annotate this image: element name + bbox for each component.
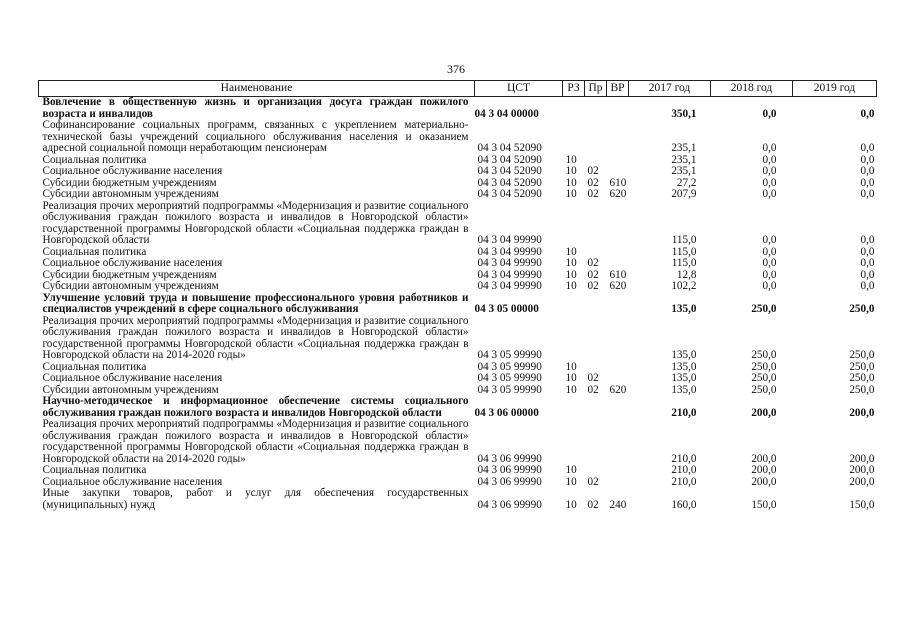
header-pr: Пр	[585, 81, 607, 97]
cell-pr	[585, 396, 607, 419]
cell-2017: 235,1	[671, 153, 697, 166]
cell-2017: 235,1	[671, 142, 697, 154]
table-row	[39, 201, 877, 247]
cell-2018: 0,0	[762, 234, 777, 246]
cell-name: Социальное обслуживание населения	[42, 372, 223, 384]
table-row	[39, 189, 877, 201]
cell-pr: 02	[587, 165, 599, 177]
cell-2017: 210,0	[671, 406, 697, 419]
cell-2017: 160,0	[671, 498, 697, 511]
cell-name: Реализация прочих мероприятий подпрограммы «Модернизация и развитие социального обслуживания граждан пожилого возраста и инвалидов в Новгородской области» государственной программы Новгородской области «Социальная поддержка граждан в Новгородской области	[42, 199, 469, 246]
table-header-row	[39, 81, 877, 97]
cell-2017: 350,1	[671, 107, 697, 120]
header-cst: ЦСТ	[475, 81, 563, 97]
cell-2018: 200,0	[751, 406, 777, 419]
cell-vr: 610	[609, 176, 627, 189]
table-row	[39, 396, 877, 419]
cell-cst: 04 3 04 52090	[477, 188, 542, 200]
header-2019: 2019 год	[793, 81, 877, 97]
cell-2018: 0,0	[762, 268, 777, 281]
cell-2017: 12,8	[676, 268, 697, 281]
header-vr: ВР	[607, 81, 629, 97]
cell-2017: 135,0	[671, 372, 697, 384]
cell-2017: 27,2	[676, 176, 697, 189]
cell-2017: 135,0	[671, 360, 697, 373]
cell-2018: 250,0	[751, 349, 777, 361]
cell-name: Социальное обслуживание населения	[42, 257, 223, 269]
cell-2019: 0,0	[860, 176, 875, 189]
cell-cst: 04 3 06 00000	[474, 406, 539, 419]
cell-cst: 04 3 06 99990	[477, 498, 542, 511]
cell-vr	[607, 166, 629, 178]
table-row	[39, 419, 877, 465]
cell-2019: 200,0	[849, 406, 875, 419]
cell-2019: 250,0	[849, 372, 875, 384]
cell-2018: 150,0	[751, 498, 777, 511]
cell-pr: 02	[587, 268, 599, 281]
cell-2017: 135,0	[671, 349, 697, 361]
cell-pr	[585, 316, 607, 362]
cell-2018: 0,0	[762, 107, 777, 120]
cell-vr	[607, 247, 629, 259]
cell-pr	[585, 293, 607, 316]
cell-cst: 04 3 05 99990	[477, 372, 542, 384]
cell-vr	[607, 465, 629, 477]
cell-name: Субсидии бюджетным учреждениям	[42, 176, 217, 189]
cell-pr	[585, 465, 607, 477]
cell-cst: 04 3 05 00000	[474, 303, 539, 315]
cell-cst: 04 3 04 99990	[477, 257, 542, 269]
cell-name: Субсидии бюджетным учреждениям	[42, 268, 217, 281]
cell-2018: 0,0	[762, 280, 777, 292]
cell-2018: 250,0	[751, 372, 777, 384]
cell-2018: 250,0	[751, 383, 777, 396]
header-2018: 2018 год	[711, 81, 793, 97]
cell-2018: 0,0	[762, 245, 777, 258]
cell-2018: 250,0	[751, 360, 777, 373]
cell-2017: 210,0	[671, 452, 697, 465]
table-row	[39, 258, 877, 270]
cell-vr: 620	[609, 188, 627, 200]
cell-name: Социальная политика	[42, 245, 147, 258]
cell-name: Социальная политика	[42, 360, 147, 373]
cell-rz: 10	[565, 498, 577, 511]
cell-cst: 04 3 04 00000	[474, 107, 539, 120]
cell-name: Субсидии автономным учреждениям	[42, 383, 219, 396]
cell-2019: 0,0	[860, 107, 875, 120]
cell-2019: 200,0	[849, 452, 875, 465]
cell-rz: 10	[565, 245, 577, 258]
cell-2017: 115,0	[671, 257, 697, 269]
cell-cst: 04 3 04 99990	[477, 234, 542, 246]
cell-pr: 02	[587, 383, 599, 396]
cell-vr: 610	[609, 268, 627, 281]
cell-2019: 200,0	[849, 464, 875, 476]
cell-vr	[607, 477, 629, 489]
cell-pr: 02	[587, 372, 599, 384]
cell-rz: 10	[565, 165, 577, 177]
table-row	[39, 120, 877, 155]
cell-2019: 0,0	[860, 188, 875, 200]
cell-name: Научно-методическое и информационное обеспечение системы социального обслуживания граждан пожилого возраста и инвалидов Новгородской области	[42, 395, 469, 419]
cell-vr: 620	[609, 280, 627, 292]
cell-2018: 0,0	[762, 153, 777, 166]
cell-pr: 02	[587, 176, 599, 189]
cell-rz	[563, 316, 585, 362]
cell-2019: 200,0	[849, 475, 875, 488]
cell-cst: 04 3 05 99990	[477, 349, 542, 361]
cell-pr: 02	[587, 188, 599, 200]
cell-cst: 04 3 06 99990	[477, 464, 542, 476]
cell-vr	[607, 258, 629, 270]
cell-name: Софинансирование социальных программ, связанных с укреплением материально-технической базы учреждений социального обслуживания населения и оказанием адресной социальной помощи неработающим пенсионерам	[42, 119, 469, 154]
cell-rz: 10	[565, 383, 577, 396]
cell-name: Иные закупки товаров, работ и услуг для обеспечения государственных (муниципальных) нужд	[42, 487, 469, 511]
cell-2017: 210,0	[671, 464, 697, 476]
cell-name: Социальная политика	[42, 153, 147, 166]
cell-2018: 0,0	[762, 176, 777, 189]
cell-cst: 04 3 04 52090	[477, 176, 542, 189]
header-rz: РЗ	[563, 81, 585, 97]
cell-2019: 0,0	[860, 280, 875, 292]
cell-2019: 0,0	[860, 268, 875, 281]
cell-2018: 0,0	[762, 257, 777, 269]
cell-2018: 200,0	[751, 464, 777, 476]
cell-cst: 04 3 04 52090	[477, 153, 542, 166]
cell-name: Субсидии автономным учреждениям	[42, 280, 219, 292]
cell-vr	[607, 419, 629, 465]
cell-vr	[607, 120, 629, 155]
cell-2017: 115,0	[671, 234, 697, 246]
cell-vr	[607, 373, 629, 385]
cell-vr	[607, 362, 629, 374]
cell-rz	[563, 120, 585, 155]
table-row	[39, 293, 877, 316]
cell-2017: 210,0	[671, 475, 697, 488]
cell-vr	[607, 97, 629, 121]
cell-pr	[585, 419, 607, 465]
cell-name: Реализация прочих мероприятий подпрограммы «Модернизация и развитие социального обслуживания граждан пожилого возраста и инвалидов в Новгородской области» государственной программы Новгородской области «Социальная поддержка граждан в Новгородской области на 2014-2020 годы»	[42, 314, 469, 361]
table-row	[39, 97, 877, 121]
cell-2017: 207,9	[671, 188, 697, 200]
cell-name: Социальная политика	[42, 464, 147, 476]
cell-vr: 240	[609, 498, 627, 511]
cell-2019: 250,0	[849, 303, 875, 315]
cell-2019: 150,0	[849, 498, 875, 511]
cell-rz	[563, 97, 585, 121]
cell-rz: 10	[565, 280, 577, 292]
cell-2018: 0,0	[762, 165, 777, 177]
table-row	[39, 281, 877, 293]
page-number: 376	[447, 62, 465, 76]
cell-rz: 10	[565, 464, 577, 476]
cell-cst: 04 3 05 99990	[477, 383, 542, 396]
cell-pr: 02	[587, 257, 599, 269]
table-body	[39, 97, 877, 512]
header-2017: 2017 год	[629, 81, 711, 97]
cell-rz: 10	[565, 176, 577, 189]
table-row	[39, 465, 877, 477]
cell-pr: 02	[587, 475, 599, 488]
cell-2019: 0,0	[860, 153, 875, 166]
cell-pr: 02	[587, 280, 599, 292]
cell-name: Социальное обслуживание населения	[42, 165, 223, 177]
cell-rz: 10	[565, 360, 577, 373]
cell-rz: 10	[565, 475, 577, 488]
cell-2018: 0,0	[762, 142, 777, 154]
cell-pr	[585, 97, 607, 121]
cell-pr	[585, 120, 607, 155]
cell-name: Улучшение условий труда и повышение профессионального уровня работников и специалистов учреждений в сфере социального обслуживания	[42, 291, 469, 315]
cell-cst: 04 3 05 99990	[477, 360, 542, 373]
header-name: Наименование	[39, 81, 475, 97]
cell-2017: 135,0	[671, 303, 697, 315]
cell-2017: 135,0	[671, 383, 697, 396]
cell-rz: 10	[565, 372, 577, 384]
cell-2019: 0,0	[860, 165, 875, 177]
cell-2019: 250,0	[849, 349, 875, 361]
cell-rz	[563, 396, 585, 419]
cell-vr	[607, 396, 629, 419]
cell-rz: 10	[565, 257, 577, 269]
table-row	[39, 373, 877, 385]
cell-rz: 10	[565, 188, 577, 200]
cell-name: Вовлечение в общественную жизнь и организация досуга граждан пожилого возраста и инвалидов	[42, 96, 469, 120]
cell-2019: 0,0	[860, 234, 875, 246]
cell-2018: 250,0	[751, 303, 777, 315]
cell-vr	[607, 201, 629, 247]
cell-rz: 10	[565, 268, 577, 281]
cell-name: Субсидии автономным учреждениям	[42, 188, 219, 200]
cell-pr	[585, 201, 607, 247]
cell-2017: 102,2	[671, 280, 697, 292]
cell-2019: 0,0	[860, 245, 875, 258]
cell-2019: 250,0	[849, 360, 875, 373]
cell-2019: 0,0	[860, 142, 875, 154]
cell-vr: 620	[609, 383, 627, 396]
cell-cst: 04 3 04 99990	[477, 245, 542, 258]
cell-rz	[563, 201, 585, 247]
cell-pr: 02	[587, 498, 599, 511]
cell-cst: 04 3 04 52090	[477, 165, 542, 177]
cell-rz	[563, 293, 585, 316]
cell-name: Социальное обслуживание населения	[42, 475, 223, 488]
cell-2018: 200,0	[751, 475, 777, 488]
cell-2019: 0,0	[860, 257, 875, 269]
table-row	[39, 316, 877, 362]
cell-cst: 04 3 04 52090	[477, 142, 542, 154]
cell-vr	[607, 293, 629, 316]
cell-rz	[563, 419, 585, 465]
cell-cst: 04 3 06 99990	[477, 452, 542, 465]
cell-cst: 04 3 06 99990	[477, 475, 542, 488]
cell-vr	[607, 316, 629, 362]
budget-table	[38, 80, 877, 511]
cell-2018: 0,0	[762, 188, 777, 200]
cell-cst: 04 3 04 99990	[477, 268, 542, 281]
table-row	[39, 166, 877, 178]
cell-2017: 115,0	[671, 245, 697, 258]
cell-2017: 235,1	[671, 165, 697, 177]
cell-rz: 10	[565, 153, 577, 166]
cell-2019: 250,0	[849, 383, 875, 396]
table-row	[39, 488, 877, 511]
cell-vr	[607, 155, 629, 167]
cell-2018: 200,0	[751, 452, 777, 465]
cell-cst: 04 3 04 99990	[477, 280, 542, 292]
cell-name: Реализация прочих мероприятий подпрограммы «Модернизация и развитие социального обслуживания граждан пожилого возраста и инвалидов в Новгородской области» государственной программы Новгородской области «Социальная поддержка граждан в Новгородской области на 2014-2020 годы»	[42, 418, 469, 465]
